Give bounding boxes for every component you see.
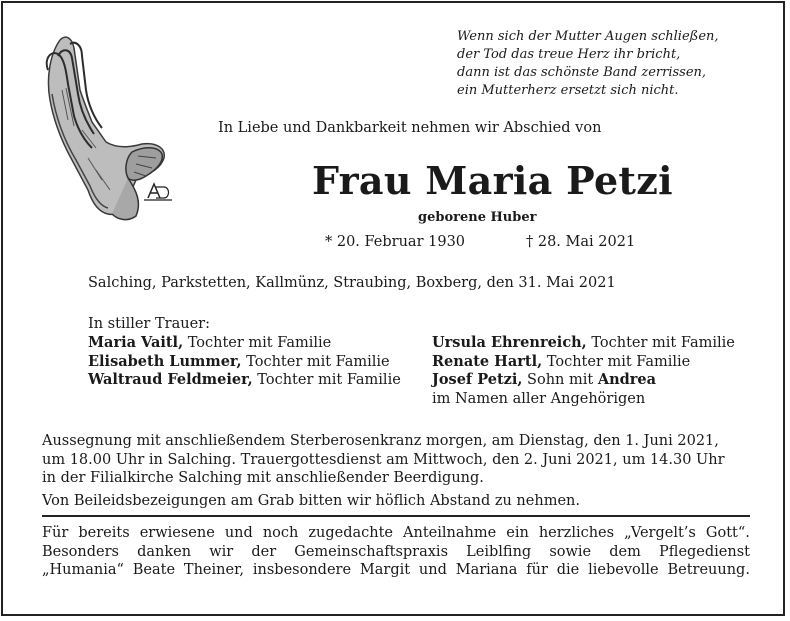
mourner-entry (88, 353, 401, 372)
thanks-word: Margit (359, 562, 411, 578)
thanks-word: die (556, 562, 580, 578)
mourner-entry (88, 371, 401, 390)
mourner-relation: Tochter mit Familie (241, 353, 390, 370)
funeral-details (42, 432, 750, 488)
condolence-request: Von Beileidsbezeigungen am Grab bitten wir höflich Abstand zu nehmen. (42, 493, 580, 509)
death-date: † 28. Mai 2021 (526, 234, 636, 250)
mourner-name: Renate Hartl, (432, 352, 543, 370)
thanks-section (42, 524, 750, 580)
funeral-line: um 18.00 Uhr in Salching. Trauergottesdienst am Mittwoch, den 2. Juni 2021, um 14.30 Uhr (42, 451, 725, 468)
thanks-word: Besonders (42, 543, 119, 560)
thanks-word: Theiner, (183, 562, 245, 578)
mourner-relation: Tochter mit Familie (183, 335, 332, 351)
thanks-word: danken (137, 543, 192, 560)
poem-line: der Tod das treue Herz ihr bricht, (457, 47, 681, 62)
mourner-relation: Sohn mit (522, 372, 598, 388)
thanks-word: der (251, 543, 277, 560)
thanks-word: bereits (78, 525, 130, 541)
thanks-word: Mariana (455, 562, 518, 578)
thanks-word: für (526, 562, 548, 578)
thanks-word: Pflegedienst (659, 543, 750, 560)
mourner-entry (432, 353, 735, 372)
thanks-word: und (418, 562, 447, 578)
thanks-word: insbesondere (252, 562, 352, 578)
thanks-word: Für (42, 525, 69, 541)
mourner-entry (88, 334, 401, 353)
thanks-word: Gemeinschaftspraxis (294, 543, 449, 560)
mourner-name: Elisabeth Lummer, (88, 352, 242, 370)
thanks-word: und (224, 525, 253, 541)
poem (457, 28, 767, 100)
mourners-heading: In stiller Trauer: (88, 316, 210, 332)
deceased-name: Frau Maria Petzi (312, 158, 673, 203)
mourner-relation: Tochter mit Familie (586, 335, 735, 351)
mourner-name: Waltraud Feldmeier, (88, 371, 253, 388)
poem-line: ein Mutterherz ersetzt sich nicht. (457, 83, 679, 98)
monogram-icon (144, 184, 172, 200)
poem-line: Wenn sich der Mutter Augen schließen, (457, 29, 719, 44)
mourner-entry (432, 371, 735, 390)
thanks-word: ein (506, 525, 529, 541)
thanks-word: noch (262, 525, 299, 541)
thanks-word: Anteilnahme (403, 525, 497, 541)
funeral-line: Aussegnung mit anschließendem Sterberosenkranz morgen, am Dienstag, den 1. Juni 2021, (42, 433, 719, 449)
thanks-word: Betreuung. (667, 562, 750, 578)
thanks-word: Leiblfing (466, 543, 532, 560)
thanks-word: Beate (132, 562, 176, 578)
mourners-closing: im Namen aller Angehörigen (432, 390, 646, 407)
divider (42, 515, 750, 517)
thanks-line-2 (42, 543, 750, 562)
poem-line: dann ist das schönste Band zerrissen, (457, 65, 707, 80)
mourner-entry (432, 334, 735, 353)
birth-date: * 20. Februar 1930 (325, 234, 466, 250)
places-and-date: Salching, Parkstetten, Kallmünz, Straubing, Boxberg, den 31. Mai 2021 (88, 275, 616, 291)
mourner-name: Ursula Ehrenreich, (432, 334, 587, 351)
intro-text: In Liebe und Dankbarkeit nehmen wir Abschied von (218, 120, 602, 136)
praying-hands-icon (32, 30, 192, 225)
thanks-word: herzliches (538, 525, 615, 541)
funeral-line: in der Filialkirche Salching mit anschließender Beerdigung. (42, 470, 484, 486)
thanks-word: zugedachte (308, 525, 394, 541)
thanks-word: dem (609, 543, 641, 560)
mourner-relation: Tochter mit Familie (252, 372, 401, 388)
mourner-partner-name: Andrea (597, 371, 657, 388)
thanks-line-1 (42, 524, 750, 543)
thanks-word: sowie (549, 543, 592, 560)
mourner-name: Josef Petzi, (432, 371, 523, 388)
thanks-line-3 (42, 561, 750, 580)
mourners-right (432, 334, 735, 408)
mourner-relation: Tochter mit Familie (542, 353, 691, 370)
thanks-word: erwiesene (139, 525, 215, 541)
maiden-name: geborene Huber (418, 210, 537, 225)
mourners-left (88, 334, 401, 390)
thanks-word: wir (209, 543, 234, 560)
thanks-word: „Humania“ (42, 562, 124, 578)
thanks-word: liebevolle (588, 562, 659, 578)
thanks-word: Gott“. (705, 525, 750, 541)
thanks-word: „Vergelt’s (624, 525, 696, 541)
mourner-name: Maria Vaitl, (88, 334, 184, 351)
